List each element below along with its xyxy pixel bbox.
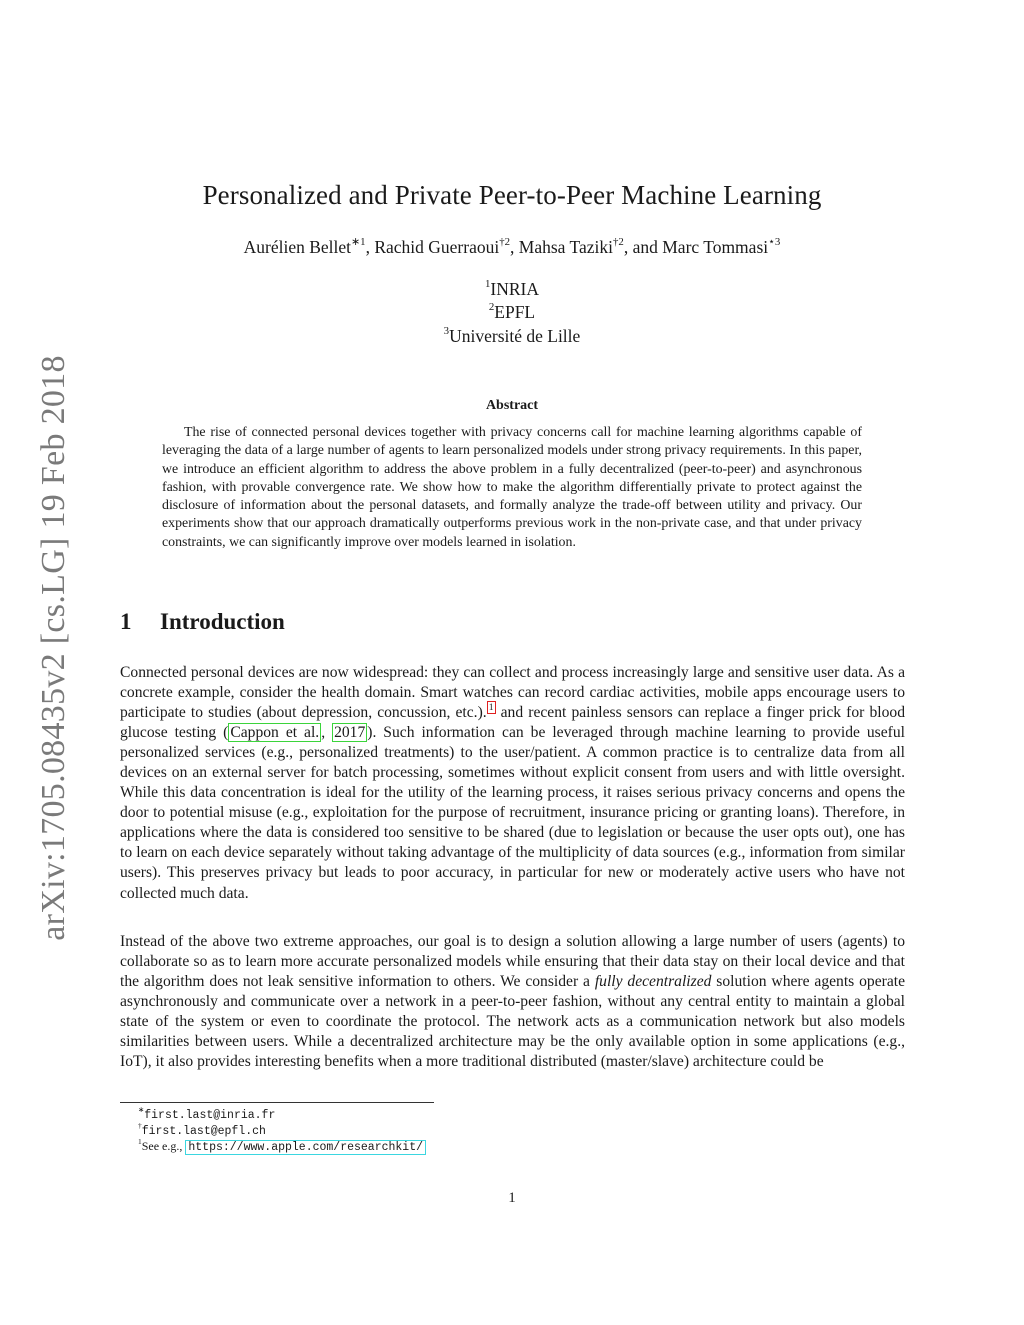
- affiliation-name: Université de Lille: [449, 326, 581, 346]
- affiliation-mark: 1: [484, 278, 491, 291]
- author-mark: ⋆3: [768, 236, 781, 249]
- intro-paragraph-1: [120, 663, 905, 904]
- affiliation-2: [0, 302, 1024, 323]
- author-mark: †2: [499, 236, 511, 249]
- author-separator: ,: [365, 237, 375, 257]
- intro-paragraph-2: [120, 932, 905, 1072]
- footnote-mark: ∗: [138, 1105, 145, 1115]
- affiliation-mark: 2: [488, 301, 495, 314]
- footnote-researchkit: [138, 1138, 426, 1156]
- author-name: Marc Tommasi: [662, 237, 769, 257]
- footnote-rule: [120, 1102, 434, 1103]
- affiliation-1: [0, 279, 1024, 300]
- author-separator: ,: [510, 237, 519, 257]
- author-name: Aurélien Bellet: [243, 237, 352, 257]
- affiliation-mark: 3: [443, 325, 450, 338]
- section-number: 1: [120, 609, 132, 634]
- section-title: Introduction: [160, 609, 285, 634]
- paragraph-text: and recent painless sensors can replace a finger prick for blood glucose testing (: [120, 704, 905, 742]
- author-separator: , and: [623, 237, 663, 257]
- citation-author-link[interactable]: Cappon et al.: [230, 724, 320, 742]
- citation-year-link[interactable]: 2017: [334, 724, 366, 742]
- author-list: [0, 237, 1024, 258]
- page-number: 1: [508, 1190, 516, 1206]
- section-heading-introduction: [120, 609, 285, 635]
- researchkit-url-link[interactable]: https://www.apple.com/researchkit/: [185, 1140, 426, 1155]
- paragraph-text: Instead of the above two extreme approaches, our goal is to design a solution allowing a large number of users (agents) to collaborate so as to learn more accurate personalized models while ensuring that their data stay on their local device and that the algorithm does not leak sensitive information to others. We consider a: [120, 933, 905, 991]
- paragraph-text: ). Such information can be leveraged through machine learning to provide useful personalized services (e.g., personalized treatments) to the user/patient. A common practice is to centralize data from all devices on an external server for batch processing, sometimes without explicit consent from users and with little oversight. While this data concentration is ideal for the utility of the learning process, it raises serious privacy concerns and opens the door to potential misuse (e.g., exploitation for the purpose of recruitment, insurance pricing or granting loans). Therefore, in applications where the data is considered too sensitive to be shared (due to legislation or because the user opts out), one has to learn on each device separately without taking advantage of the multiplicity of data sources (e.g., information from similar users). This preserves privacy but leads to poor accuracy, in particular for new or moderately active users who have not collected much data.: [120, 724, 905, 902]
- abstract-text: The rise of connected personal devices together with privacy concerns call for machine learning algorithms capable of leveraging the data of a large number of agents to learn personalized models under strong privacy requirements. In this paper, we introduce an efficient algorithm to address the above problem in a fully decentralized (peer-to-peer) and asynchronous fashion, with provable convergence rate. We show how to make the algorithm differentially private to protect against the disclosure of information about the personal datasets, and formally analyze the trade-off between utility and privacy. Our experiments show that our approach dramatically outperforms previous work in the non-private case, and that under privacy constraints, we can significantly improve over models learned in isolation.: [162, 425, 862, 550]
- affiliation-3: [0, 326, 1024, 347]
- footnote-prefix: See e.g.,: [141, 1139, 186, 1153]
- affiliation-name: EPFL: [494, 302, 536, 322]
- email-address: first.last@inria.fr: [144, 1109, 276, 1122]
- author-mark: ∗1: [351, 236, 366, 249]
- author-name: Rachid Guerraoui: [374, 237, 500, 257]
- author-name: Mahsa Taziki: [518, 237, 613, 257]
- affiliation-name: INRIA: [490, 279, 540, 299]
- author-mark: †2: [613, 236, 624, 249]
- abstract-heading: Abstract: [485, 398, 539, 413]
- paper-title: Personalized and Private Peer-to-Peer Machine Learning: [202, 180, 822, 210]
- footnote-1-link[interactable]: 1: [488, 701, 494, 713]
- citation-separator: ,: [321, 724, 333, 742]
- paragraph-text: Connected personal devices are now widespread: they can collect and process increasingly large and sensitive user data. As a concrete example, consider the health domain. Smart watches can record cardiac activities, mobile apps encourage users to participate to studies (about depression, concussion, etc.).: [120, 664, 905, 722]
- footnote-mark: 1: [138, 1137, 142, 1147]
- footnote-mark: †: [138, 1121, 142, 1131]
- email-address: first.last@epfl.ch: [141, 1125, 266, 1138]
- arxiv-identifier-text: arXiv:1705.08435v2 [cs.LG] 19 Feb 2018: [35, 355, 72, 941]
- emphasized-term: fully decentralized: [594, 973, 712, 991]
- paragraph-text: solution where agents operate asynchronously and communicate over a network in a peer-to-peer fashion, without any central entity to maintain a global state of the system or even to coordinate the protocol. The network acts as a communication network but also models similarities between users. While a decentralized architecture may be the only available option in some applications (e.g., IoT), it also provides interesting benefits when a more traditional distributed (master/slave) architecture could be: [120, 973, 905, 1071]
